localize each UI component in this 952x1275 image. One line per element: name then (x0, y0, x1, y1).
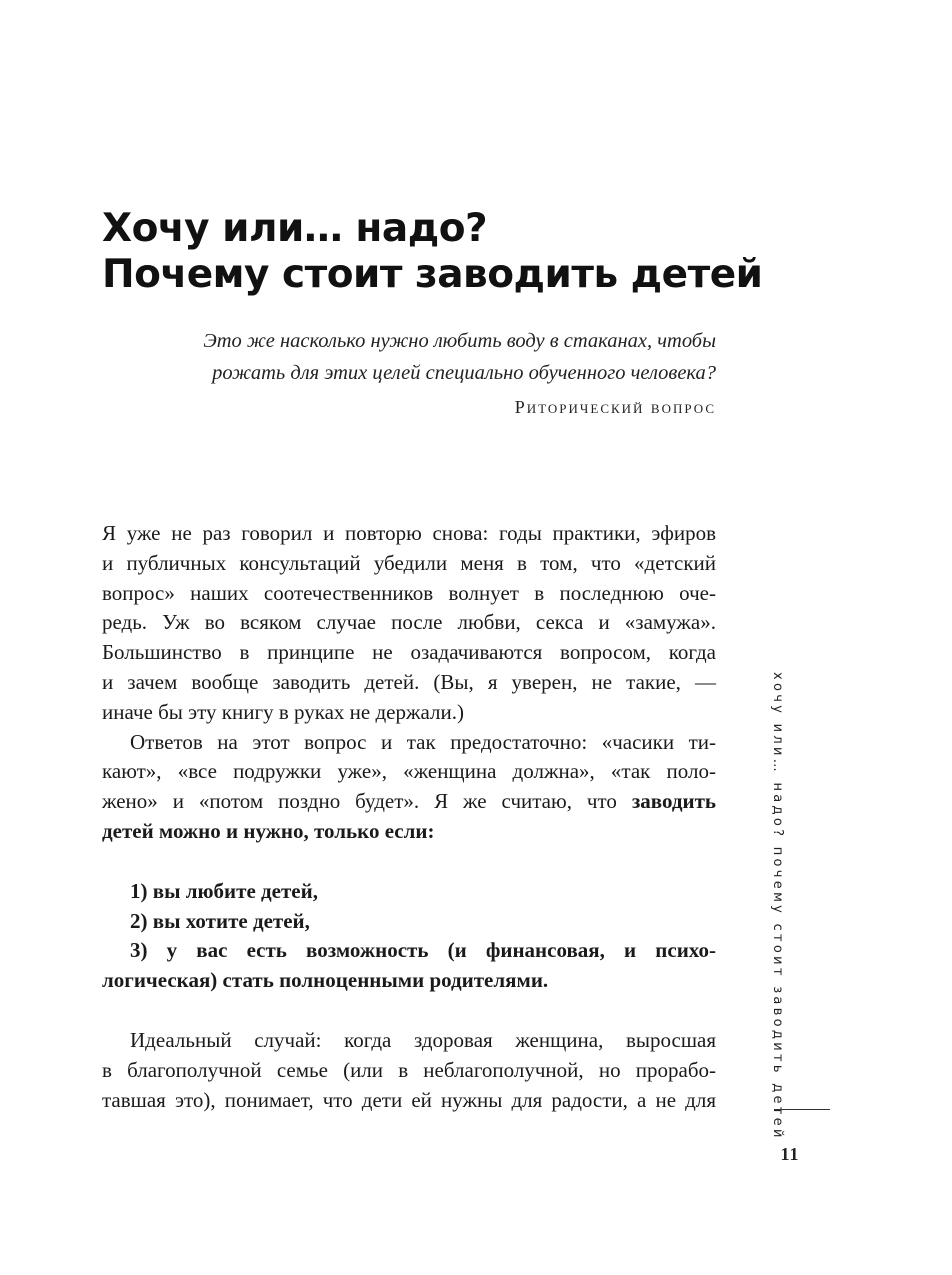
list-item-continuation: логическая) стать полноценными родителями. (102, 968, 549, 993)
epigraph-source: Риторический вопрос (514, 397, 716, 417)
text-line: в благополучной семье (или в неблагополучной, но прорабо- (102, 1057, 716, 1082)
text-line: кают», «все подружки уже», «женщина должна», «так поло- (102, 759, 716, 784)
text-line: и зачем вообще заводить детей. (Вы, я уверен, не такие, — (102, 669, 716, 694)
text-line (102, 787, 716, 817)
emphasis-text: заводить (631, 789, 716, 814)
epigraph-line: Это же насколько нужно любить воду в стаканах, чтобы (203, 330, 716, 352)
list-item: 1) вы любите детей, (130, 878, 318, 903)
chapter-title (102, 206, 802, 298)
epigraph-line: рожать для этих целей специально обученного человека? (212, 362, 716, 384)
running-head (757, 672, 797, 1141)
text-line: Я уже не раз говорил и повторю снова: годы практики, эфиров (102, 521, 716, 545)
running-head-text: хочу или… надо? почему стоит заводить детей (770, 672, 785, 1141)
body-text (102, 519, 716, 1115)
text-line: тавшая это), понимает, что дети ей нужны для радости, а не для (102, 1087, 716, 1112)
text-line: и публичных консультаций убедили меня в том, что «детский (102, 550, 716, 575)
conditions-list (102, 877, 716, 996)
emphasis-line: детей можно и нужно, только если: (102, 818, 435, 843)
text-line: Идеальный случай: когда здоровая женщина, выросшая (130, 1027, 716, 1052)
paragraph (102, 1026, 716, 1115)
chapter-title-line: Хочу или… надо? (102, 206, 488, 251)
text-line: иначе бы эту книгу в руках не держали.) (102, 699, 464, 724)
text-line: Большинство в принципе не озадачиваются вопросом, когда (102, 640, 716, 665)
text-line: Ответов на этот вопрос и так предостаточно: «часики ти- (130, 729, 716, 754)
text-line: вопрос» наших соотечественников волнует в последнюю оче- (102, 580, 716, 605)
list-item: 3) у вас есть возможность (и финансовая, и психо- (130, 938, 716, 963)
divider-rule (774, 1109, 830, 1110)
text-run: жено» и «потом поздно будет». Я же считаю, что (102, 789, 632, 814)
chapter-title-line: Почему стоит заводить детей (102, 252, 763, 297)
paragraph (102, 728, 716, 847)
epigraph (150, 325, 716, 389)
paragraph (102, 519, 716, 728)
text-line: редь. Уж во всяком случае после любви, секса и «замужа». (102, 610, 716, 635)
page-number: 11 (780, 1144, 800, 1164)
list-item: 2) вы хотите детей, (130, 908, 310, 933)
